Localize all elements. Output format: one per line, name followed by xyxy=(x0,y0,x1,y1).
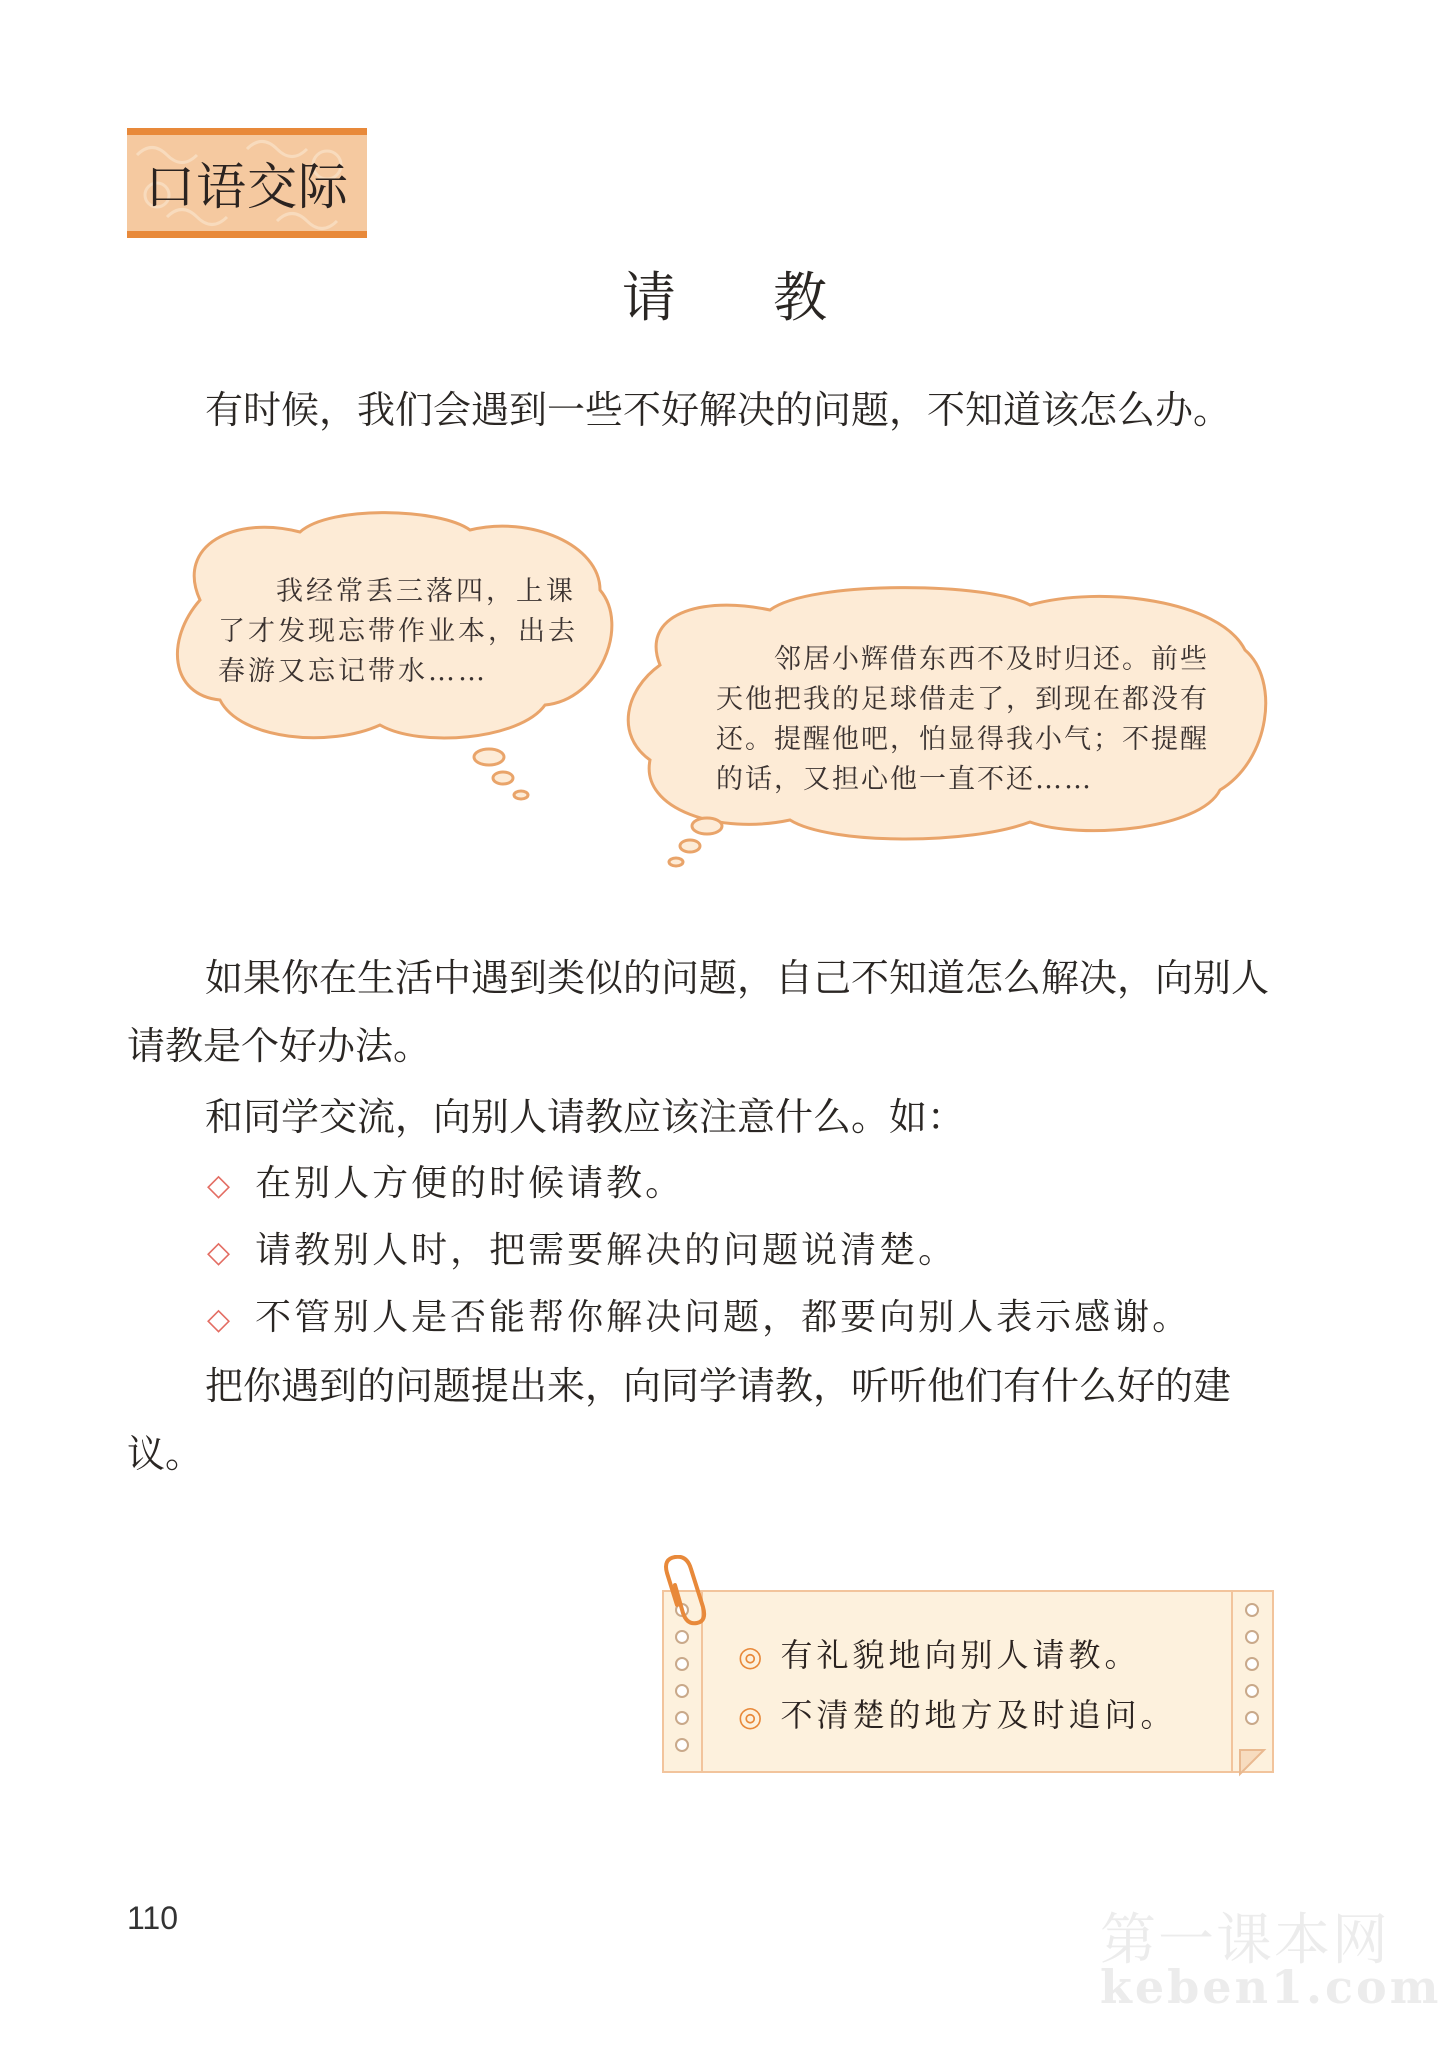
page-number: 110 xyxy=(127,1900,179,1936)
bullet-item xyxy=(207,1222,957,1273)
thought-dot xyxy=(474,749,504,765)
thought-dot xyxy=(680,840,700,852)
tip-text: 有礼貌地向别人请教。 xyxy=(780,1636,1141,1674)
bubble-right-text: 邻居小辉借东西不及时归还。前些天他把我的足球借走了，到现在都没有还。提醒他吧，怕显得我小气；不提醒的话，又担心他一直不还…… xyxy=(716,644,1209,795)
diamond-icon: ◇ xyxy=(207,1235,234,1270)
thought-dot xyxy=(669,858,683,866)
intro-paragraph: 有时候，我们会遇到一些不好解决的问题，不知道该怎么办。 xyxy=(205,388,1232,432)
paragraph-4: 把你遇到的问题提出来，向同学请教，听听他们有什么好的建议。 xyxy=(127,1364,1232,1476)
thought-dot xyxy=(692,818,722,834)
bullet-item xyxy=(207,1289,1191,1340)
bullet-text: 不管别人是否能帮你解决问题，都要向别人表示感谢。 xyxy=(255,1297,1192,1338)
bullet-text: 在别人方便的时候请教。 xyxy=(255,1163,685,1204)
paperclip-icon xyxy=(666,1557,704,1624)
tip-text: 不清楚的地方及时追问。 xyxy=(780,1696,1177,1734)
paragraph-3: 和同学交流，向别人请教应该注意什么。如： xyxy=(205,1095,966,1139)
tip-item xyxy=(738,1630,1140,1676)
bubble-left-text: 我经常丢三落四，上课了才发现忘带作业本，出去春游又忘记带水…… xyxy=(218,576,578,687)
paragraph-2: 如果你在生活中遇到类似的问题，自己不知道怎么解决，向别人请教是个好办法。 xyxy=(127,956,1270,1068)
bullet-item xyxy=(207,1155,684,1206)
thought-dot xyxy=(493,772,513,784)
diamond-icon: ◇ xyxy=(207,1168,234,1203)
diamond-icon: ◇ xyxy=(207,1302,234,1337)
double-circle-icon: ◎ xyxy=(738,1700,767,1733)
watermark-en: keben1.com xyxy=(1100,1960,1442,2014)
tip-item xyxy=(738,1690,1176,1736)
page-title: 请 教 xyxy=(621,266,868,329)
double-circle-icon: ◎ xyxy=(738,1640,767,1673)
thought-dot xyxy=(514,791,528,799)
watermark-cn: 第一课本网 xyxy=(1100,1908,1390,1973)
bullet-text: 请教别人时，把需要解决的问题说清楚。 xyxy=(255,1230,958,1271)
section-tag-label: 口语交际 xyxy=(145,158,349,216)
